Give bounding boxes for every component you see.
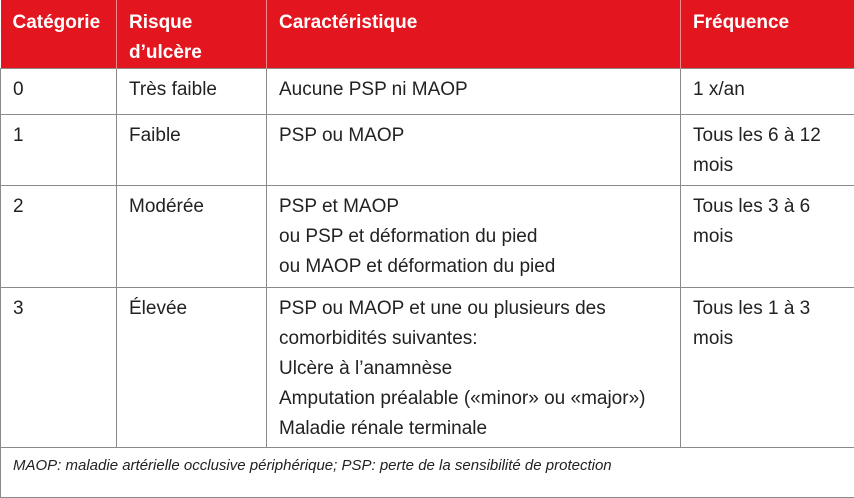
cell-frequency: Tous les 3 à 6 mois [681,186,854,288]
table-row [1,69,854,115]
cell-risk: Très faible [117,69,267,115]
characteristic-line: ou MAOP et déformation du pied [279,252,668,282]
table-row [1,115,854,186]
cell-characteristic [267,115,681,186]
characteristic-line: Ulcère à l’anamnèse [279,354,668,384]
cell-category: 1 [1,115,117,186]
header-category: Catégorie [1,0,117,69]
table-footnote: MAOP: maladie artérielle occlusive périphérique; PSP: perte de la sensibilité de protection [1,448,854,498]
cell-characteristic [267,288,681,448]
header-risk: Risque d’ulcère [117,0,267,69]
table-header-row [1,0,854,69]
cell-characteristic [267,69,681,115]
header-characteristic: Caractéristique [267,0,681,69]
table-footnote-row [1,448,854,498]
characteristic-line: PSP et MAOP [279,192,668,222]
characteristic-line: Maladie rénale terminale [279,414,668,444]
characteristic-line: PSP ou MAOP et une ou plusieurs des comorbidités suivantes: [279,294,668,354]
cell-category: 0 [1,69,117,115]
cell-category: 3 [1,288,117,448]
table-row [1,288,854,448]
cell-risk: Faible [117,115,267,186]
cell-risk: Modérée [117,186,267,288]
cell-category: 2 [1,186,117,288]
cell-characteristic [267,186,681,288]
table-row [1,186,854,288]
characteristic-line: PSP ou MAOP [279,121,668,151]
cell-risk: Élevée [117,288,267,448]
characteristic-line: Aucune PSP ni MAOP [279,75,668,105]
characteristic-line: ou PSP et déformation du pied [279,222,668,252]
characteristic-line: Amputation préalable («minor» ou «major») [279,384,668,414]
cell-frequency: Tous les 1 à 3 mois [681,288,854,448]
cell-frequency: 1 x/an [681,69,854,115]
cell-frequency: Tous les 6 à 12 mois [681,115,854,186]
header-frequency: Fréquence [681,0,854,69]
